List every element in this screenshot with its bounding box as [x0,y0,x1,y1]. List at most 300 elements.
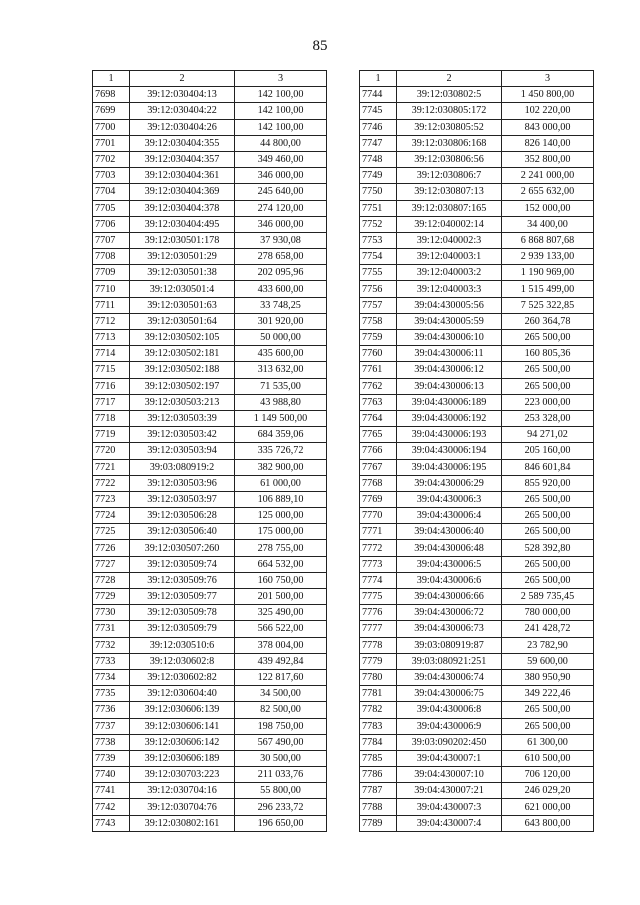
cell-cadastral-number: 39:12:030807:13 [397,184,502,200]
cell-cadastral-number: 39:12:030404:378 [130,200,235,216]
cell-row-number: 7751 [360,200,397,216]
cell-row-number: 7730 [93,605,130,621]
cell-row-number: 7732 [93,637,130,653]
table-row [93,87,327,103]
cell-cadastral-number: 39:04:430007:3 [397,799,502,815]
cell-row-number: 7781 [360,686,397,702]
cell-value: 196 650,00 [235,815,327,831]
table-row [360,524,594,540]
table-row [360,491,594,507]
table-row [93,443,327,459]
cell-value: 160 805,36 [502,346,594,362]
cell-row-number: 7716 [93,378,130,394]
cell-value: 34 500,00 [235,686,327,702]
table-row [93,767,327,783]
cell-value: 265 500,00 [502,524,594,540]
table-row [93,394,327,410]
table-row [360,605,594,621]
cell-row-number: 7773 [360,556,397,572]
cell-cadastral-number: 39:12:030806:56 [397,151,502,167]
cell-row-number: 7706 [93,216,130,232]
cell-value: 278 658,00 [235,249,327,265]
cell-value: 325 490,00 [235,605,327,621]
cell-cadastral-number: 39:12:030606:141 [130,718,235,734]
cell-cadastral-number: 39:12:040003:2 [397,265,502,281]
cell-row-number: 7743 [93,815,130,831]
cell-value: 37 930,08 [235,232,327,248]
cell-cadastral-number: 39:12:030501:64 [130,313,235,329]
cell-cadastral-number: 39:12:030509:79 [130,621,235,637]
table-row [93,330,327,346]
cell-row-number: 7707 [93,232,130,248]
cell-row-number: 7771 [360,524,397,540]
table-row [93,653,327,669]
table-row [93,750,327,766]
cell-value: 7 525 322,85 [502,297,594,313]
cell-cadastral-number: 39:04:430006:3 [397,491,502,507]
cell-row-number: 7747 [360,135,397,151]
cell-row-number: 7772 [360,540,397,556]
cell-cadastral-number: 39:12:030502:197 [130,378,235,394]
cell-value: 567 490,00 [235,734,327,750]
cell-value: 265 500,00 [502,362,594,378]
cell-cadastral-number: 39:04:430006:193 [397,427,502,443]
cell-value: 346 000,00 [235,168,327,184]
column-header-cadastral-number: 2 [130,71,235,87]
cell-value: 245 640,00 [235,184,327,200]
cell-row-number: 7758 [360,313,397,329]
table-row [360,184,594,200]
cell-cadastral-number: 39:12:030404:13 [130,87,235,103]
cell-value: 43 988,80 [235,394,327,410]
cell-value: 6 868 807,68 [502,232,594,248]
cell-cadastral-number: 39:12:030802:161 [130,815,235,831]
cell-value: 211 033,76 [235,767,327,783]
table-row [93,605,327,621]
table-row [360,718,594,734]
cell-cadastral-number: 39:12:030604:40 [130,686,235,702]
table-row [360,346,594,362]
page-number: 85 [312,38,328,54]
cell-cadastral-number: 39:12:030503:97 [130,491,235,507]
cell-row-number: 7711 [93,297,130,313]
cell-row-number: 7717 [93,394,130,410]
table-row [360,103,594,119]
table-row [93,346,327,362]
cell-row-number: 7752 [360,216,397,232]
cell-row-number: 7763 [360,394,397,410]
table-row [93,151,327,167]
cell-value: 125 000,00 [235,508,327,524]
cell-value: 201 500,00 [235,589,327,605]
cell-value: 313 632,00 [235,362,327,378]
cell-value: 44 800,00 [235,135,327,151]
cell-row-number: 7776 [360,605,397,621]
table-row [360,815,594,831]
cell-value: 1 450 800,00 [502,87,594,103]
cell-row-number: 7785 [360,750,397,766]
cell-value: 61 000,00 [235,475,327,491]
cell-value: 2 589 735,45 [502,589,594,605]
table-row [93,734,327,750]
table-row [360,151,594,167]
table-row [360,637,594,653]
table-row [93,491,327,507]
table-row [93,702,327,718]
cell-cadastral-number: 39:12:030404:369 [130,184,235,200]
cell-cadastral-number: 39:12:040003:1 [397,249,502,265]
cell-value: 30 500,00 [235,750,327,766]
table-row [93,249,327,265]
cell-value: 265 500,00 [502,556,594,572]
cell-cadastral-number: 39:12:030602:8 [130,653,235,669]
column-header-value: 3 [235,71,327,87]
cell-value: 528 392,80 [502,540,594,556]
cell-cadastral-number: 39:04:430006:194 [397,443,502,459]
cell-row-number: 7708 [93,249,130,265]
table-row [360,508,594,524]
cell-cadastral-number: 39:04:430006:10 [397,330,502,346]
cell-row-number: 7744 [360,87,397,103]
table-row [360,750,594,766]
cell-cadastral-number: 39:04:430006:75 [397,686,502,702]
table-row [93,232,327,248]
table-row [360,799,594,815]
cell-cadastral-number: 39:12:030703:223 [130,767,235,783]
table-row [360,669,594,685]
cell-value: 855 920,00 [502,475,594,491]
table-row [360,330,594,346]
cell-row-number: 7731 [93,621,130,637]
cell-cadastral-number: 39:03:080919:87 [397,637,502,653]
cell-row-number: 7710 [93,281,130,297]
cell-cadastral-number: 39:04:430006:4 [397,508,502,524]
cell-cadastral-number: 39:12:030606:142 [130,734,235,750]
cell-cadastral-number: 39:12:030509:76 [130,572,235,588]
table-row [360,653,594,669]
cell-row-number: 7713 [93,330,130,346]
table-row [360,459,594,475]
cell-value: 296 233,72 [235,799,327,815]
cell-cadastral-number: 39:12:030704:76 [130,799,235,815]
table-row [360,216,594,232]
table-row [360,378,594,394]
table-row [360,87,594,103]
table-row [360,702,594,718]
table-row [360,200,594,216]
cell-row-number: 7746 [360,119,397,135]
column-header-cadastral-number: 2 [397,71,502,87]
table-row [93,281,327,297]
cell-cadastral-number: 39:04:430006:195 [397,459,502,475]
cell-row-number: 7766 [360,443,397,459]
cell-cadastral-number: 39:04:430006:5 [397,556,502,572]
cell-value: 33 748,25 [235,297,327,313]
cell-cadastral-number: 39:12:030501:4 [130,281,235,297]
cell-value: 380 950,90 [502,669,594,685]
table-header-row [93,71,327,87]
cell-value: 346 000,00 [235,216,327,232]
cell-value: 265 500,00 [502,378,594,394]
cell-cadastral-number: 39:12:030509:77 [130,589,235,605]
cell-value: 265 500,00 [502,508,594,524]
cell-cadastral-number: 39:12:030501:29 [130,249,235,265]
cell-cadastral-number: 39:12:030807:165 [397,200,502,216]
cell-value: 102 220,00 [502,103,594,119]
cell-row-number: 7718 [93,410,130,426]
cell-row-number: 7700 [93,119,130,135]
cell-value: 780 000,00 [502,605,594,621]
cell-row-number: 7756 [360,281,397,297]
cell-cadastral-number: 39:12:030805:52 [397,119,502,135]
cell-value: 439 492,84 [235,653,327,669]
cell-cadastral-number: 39:12:030509:74 [130,556,235,572]
cell-row-number: 7768 [360,475,397,491]
cell-value: 82 500,00 [235,702,327,718]
table-row [360,621,594,637]
cell-cadastral-number: 39:12:030503:42 [130,427,235,443]
table-row [360,313,594,329]
cell-cadastral-number: 39:12:030501:38 [130,265,235,281]
cell-cadastral-number: 39:03:080919:2 [130,459,235,475]
cell-cadastral-number: 39:12:030503:213 [130,394,235,410]
table-row [360,783,594,799]
cell-cadastral-number: 39:04:430006:29 [397,475,502,491]
cell-cadastral-number: 39:12:030509:78 [130,605,235,621]
cell-row-number: 7740 [93,767,130,783]
table-row [360,589,594,605]
cell-value: 94 271,02 [502,427,594,443]
cell-value: 59 600,00 [502,653,594,669]
table-row [93,427,327,443]
cell-row-number: 7722 [93,475,130,491]
table-row [360,232,594,248]
cell-row-number: 7715 [93,362,130,378]
cell-value: 61 300,00 [502,734,594,750]
cell-row-number: 7764 [360,410,397,426]
table-row [93,184,327,200]
table-row [93,362,327,378]
table-row [360,249,594,265]
cell-cadastral-number: 39:04:430006:48 [397,540,502,556]
table-row [93,265,327,281]
cell-cadastral-number: 39:04:430007:1 [397,750,502,766]
cell-row-number: 7742 [93,799,130,815]
cell-cadastral-number: 39:12:030506:40 [130,524,235,540]
cell-cadastral-number: 39:04:430005:56 [397,297,502,313]
cell-value: 265 500,00 [502,330,594,346]
cell-row-number: 7709 [93,265,130,281]
cell-row-number: 7723 [93,491,130,507]
cell-row-number: 7699 [93,103,130,119]
cell-cadastral-number: 39:04:430007:10 [397,767,502,783]
table-row [360,410,594,426]
cell-row-number: 7748 [360,151,397,167]
cell-value: 349 222,46 [502,686,594,702]
cell-cadastral-number: 39:12:040002:3 [397,232,502,248]
cell-value: 253 328,00 [502,410,594,426]
cell-row-number: 7774 [360,572,397,588]
cell-cadastral-number: 39:12:030507:260 [130,540,235,556]
cell-cadastral-number: 39:12:030510:6 [130,637,235,653]
table-row [360,443,594,459]
cell-value: 142 100,00 [235,87,327,103]
column-header-value: 3 [502,71,594,87]
cell-row-number: 7728 [93,572,130,588]
cell-value: 34 400,00 [502,216,594,232]
cell-cadastral-number: 39:04:430006:11 [397,346,502,362]
table-row [93,718,327,734]
cell-row-number: 7721 [93,459,130,475]
cell-cadastral-number: 39:12:030802:5 [397,87,502,103]
cell-value: 2 241 000,00 [502,168,594,184]
cell-cadastral-number: 39:04:430006:73 [397,621,502,637]
table-row [93,475,327,491]
cell-row-number: 7750 [360,184,397,200]
cell-row-number: 7703 [93,168,130,184]
cell-row-number: 7767 [360,459,397,475]
table-row [93,508,327,524]
cell-cadastral-number: 39:12:030502:105 [130,330,235,346]
cell-row-number: 7738 [93,734,130,750]
cell-row-number: 7724 [93,508,130,524]
table-row [360,394,594,410]
cell-row-number: 7777 [360,621,397,637]
table-row [360,475,594,491]
table-row [360,362,594,378]
cell-cadastral-number: 39:04:430007:4 [397,815,502,831]
cell-row-number: 7737 [93,718,130,734]
cell-cadastral-number: 39:12:030606:139 [130,702,235,718]
cell-value: 335 726,72 [235,443,327,459]
cell-row-number: 7720 [93,443,130,459]
cell-value: 1 515 499,00 [502,281,594,297]
cell-value: 433 600,00 [235,281,327,297]
cell-value: 621 000,00 [502,799,594,815]
cell-row-number: 7769 [360,491,397,507]
cell-cadastral-number: 39:12:030704:16 [130,783,235,799]
cell-value: 643 800,00 [502,815,594,831]
cell-cadastral-number: 39:12:030501:178 [130,232,235,248]
table-row [93,168,327,184]
table-row [360,686,594,702]
table-row [360,297,594,313]
cell-row-number: 7778 [360,637,397,653]
cell-value: 1 190 969,00 [502,265,594,281]
cell-value: 378 004,00 [235,637,327,653]
table-row [93,799,327,815]
table-row [360,734,594,750]
cell-cadastral-number: 39:04:430006:6 [397,572,502,588]
cell-value: 265 500,00 [502,702,594,718]
cell-cadastral-number: 39:12:030602:82 [130,669,235,685]
cell-row-number: 7735 [93,686,130,702]
cell-value: 122 817,60 [235,669,327,685]
cell-cadastral-number: 39:12:030503:39 [130,410,235,426]
cell-cadastral-number: 39:12:030404:22 [130,103,235,119]
table-row [93,216,327,232]
cell-cadastral-number: 39:04:430006:74 [397,669,502,685]
table-row [93,815,327,831]
cell-row-number: 7753 [360,232,397,248]
cell-cadastral-number: 39:12:030404:26 [130,119,235,135]
table-row [93,589,327,605]
cell-cadastral-number: 39:12:030501:63 [130,297,235,313]
cell-row-number: 7745 [360,103,397,119]
cell-row-number: 7784 [360,734,397,750]
table-row [360,427,594,443]
table-row [93,135,327,151]
table-row [93,686,327,702]
cell-row-number: 7789 [360,815,397,831]
cell-value: 846 601,84 [502,459,594,475]
cell-value: 202 095,96 [235,265,327,281]
cell-value: 241 428,72 [502,621,594,637]
cell-row-number: 7754 [360,249,397,265]
cell-value: 684 359,06 [235,427,327,443]
cell-row-number: 7757 [360,297,397,313]
cell-cadastral-number: 39:12:030404:355 [130,135,235,151]
table-row [360,119,594,135]
table-row [93,378,327,394]
cell-row-number: 7761 [360,362,397,378]
cadastral-table-left [92,70,327,832]
cell-cadastral-number: 39:12:030404:357 [130,151,235,167]
table-row [93,313,327,329]
cell-value: 706 120,00 [502,767,594,783]
cell-row-number: 7701 [93,135,130,151]
cell-row-number: 7755 [360,265,397,281]
cell-row-number: 7698 [93,87,130,103]
table-row [93,669,327,685]
cell-row-number: 7719 [93,427,130,443]
cell-cadastral-number: 39:12:030805:172 [397,103,502,119]
cell-cadastral-number: 39:12:030503:94 [130,443,235,459]
cell-cadastral-number: 39:04:430005:59 [397,313,502,329]
cell-value: 50 000,00 [235,330,327,346]
cell-value: 142 100,00 [235,119,327,135]
table-row [93,459,327,475]
cell-value: 610 500,00 [502,750,594,766]
cell-value: 160 750,00 [235,572,327,588]
cell-value: 246 029,20 [502,783,594,799]
cell-value: 152 000,00 [502,200,594,216]
cell-cadastral-number: 39:12:030502:188 [130,362,235,378]
cell-value: 175 000,00 [235,524,327,540]
table-row [93,119,327,135]
cell-cadastral-number: 39:12:030503:96 [130,475,235,491]
cell-row-number: 7739 [93,750,130,766]
cell-value: 826 140,00 [502,135,594,151]
cell-value: 2 939 133,00 [502,249,594,265]
cell-row-number: 7762 [360,378,397,394]
cell-value: 55 800,00 [235,783,327,799]
cell-row-number: 7760 [360,346,397,362]
cell-row-number: 7786 [360,767,397,783]
table-row [360,556,594,572]
column-header-number: 1 [93,71,130,87]
table-row [360,265,594,281]
cell-row-number: 7712 [93,313,130,329]
cell-cadastral-number: 39:12:030606:189 [130,750,235,766]
cell-value: 435 600,00 [235,346,327,362]
cell-value: 265 500,00 [502,572,594,588]
cell-row-number: 7765 [360,427,397,443]
cell-cadastral-number: 39:04:430006:40 [397,524,502,540]
cell-value: 223 000,00 [502,394,594,410]
cell-row-number: 7727 [93,556,130,572]
cell-row-number: 7779 [360,653,397,669]
